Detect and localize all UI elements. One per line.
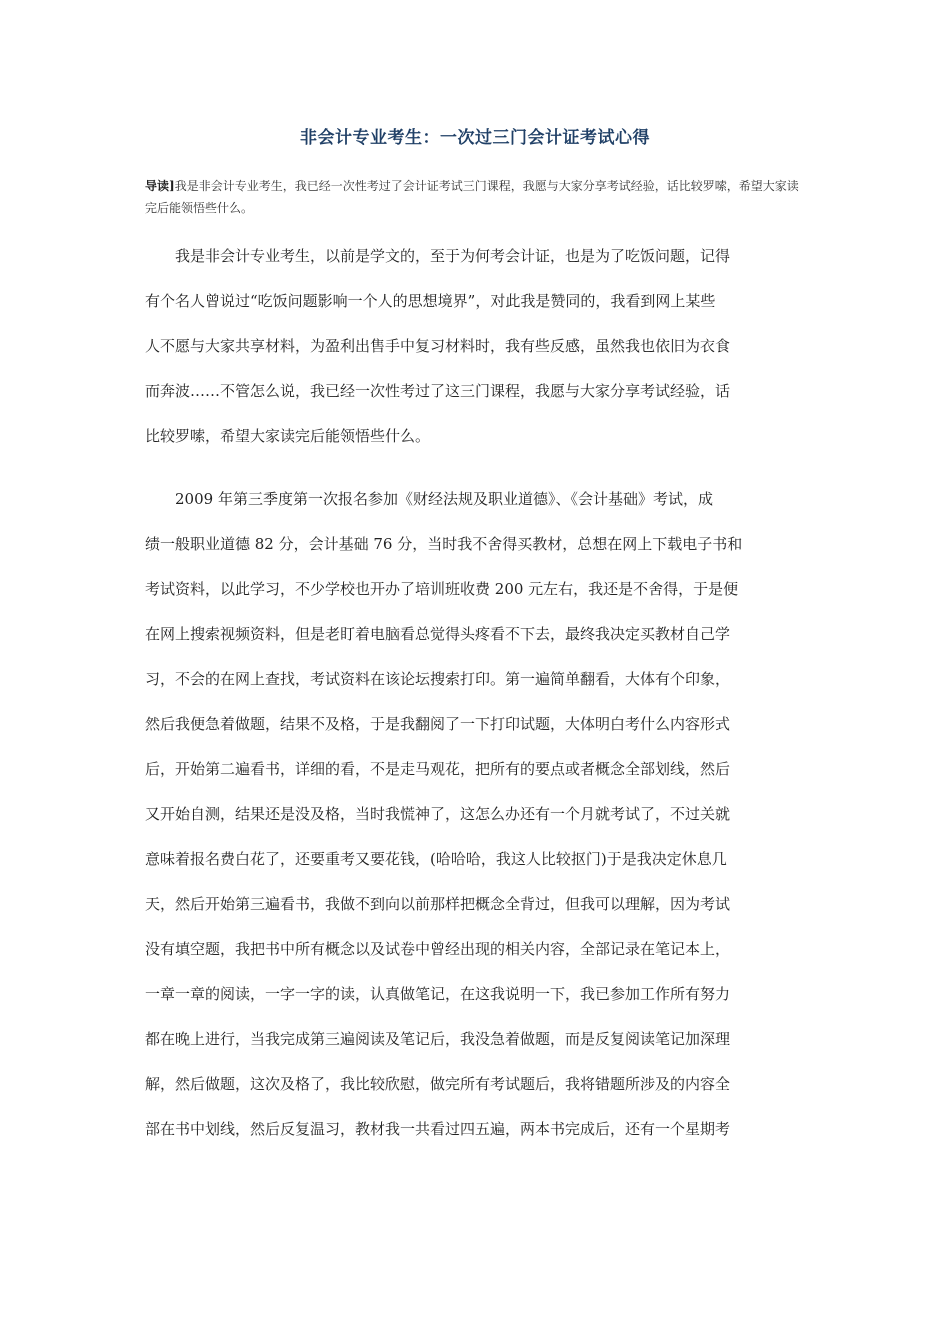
intro-label: 导读] [145,179,175,193]
body-paragraph-1 [145,234,805,459]
paragraph-line: 比较罗嗦，希望大家读完后能领悟些什么。 [145,427,431,445]
paragraph-line: 一章一章的阅读，一字一字的读，认真做笔记，在这我说明一下，我已参加工作所有努力 [145,985,731,1003]
paragraph-line: 部在书中划线，然后反复温习，教材我一共看过四五遍，两本书完成后，还有一个星期考 [145,1120,731,1138]
paragraph-line: 考试资料，以此学习，不少学校也开办了培训班收费 200 元左右，我还是不舍得，于是便 [145,580,739,598]
paragraph-line: 而奔波……不管怎么说，我已经一次性考过了这三门课程，我愿与大家分享考试经验，话 [145,382,731,400]
paragraph-line: 有个名人曾说过“吃饭问题影响一个人的思想境界”，对此我是赞同的，我看到网上某些 [145,292,716,310]
paragraph-line: 天，然后开始第三遍看书，我做不到向以前那样把概念全背过，但我可以理解，因为考试 [145,895,731,913]
paragraph-line: 人不愿与大家共享材料，为盈利出售手中复习材料时，我有些反感，虽然我也依旧为衣食 [145,337,731,355]
intro-text: 我是非会计专业考生，我已经一次性考过了会计证考试三门课程，我愿与大家分享考试经验，话比较罗嗦，希望大家读完后能领悟些什么。 [145,179,799,215]
paragraph-line: 习，不会的在网上查找，考试资料在该论坛搜索打印。第一遍简单翻看，大体有个印象， [145,670,731,688]
body-paragraph-2 [145,477,805,1152]
paragraph-line: 绩一般职业道德 82 分，会计基础 76 分，当时我不舍得买教材，总想在网上下载电子书和 [145,535,743,553]
paragraph-line: 后，开始第二遍看书，详细的看，不是走马观花，把所有的要点或者概念全部划线，然后 [145,760,731,778]
paragraph-line: 我是非会计专业考生，以前是学文的，至于为何考会计证，也是为了吃饭问题，记得 [145,247,731,265]
paragraph-line: 在网上搜索视频资料，但是老盯着电脑看总觉得头疼看不下去，最终我决定买教材自己学 [145,625,731,643]
paragraph-line: 又开始自测，结果还是没及格，当时我慌神了，这怎么办还有一个月就考试了，不过关就 [145,805,731,823]
paragraph-line: 然后我便急着做题，结果不及格，于是我翻阅了一下打印试题，大体明白考什么内容形式 [145,715,731,733]
paragraph-line: 2009 年第三季度第一次报名参加《财经法规及职业道德》、《会计基础》考试，成 [145,490,713,508]
intro-paragraph [145,175,805,219]
paragraph-line: 都在晚上进行，当我完成第三遍阅读及笔记后，我没急着做题，而是反复阅读笔记加深理 [145,1030,731,1048]
paragraph-line: 解，然后做题，这次及格了，我比较欣慰，做完所有考试题后，我将错题所涉及的内容全 [145,1075,731,1093]
paragraph-line: 意味着报名费白花了，还要重考又要花钱，(哈哈哈，我这人比较抠门)于是我决定休息几 [145,850,727,868]
document-title: 非会计专业考生：一次过三门会计证考试心得 [300,128,650,148]
paragraph-line: 没有填空题，我把书中所有概念以及试卷中曾经出现的相关内容，全部记录在笔记本上， [145,940,731,958]
